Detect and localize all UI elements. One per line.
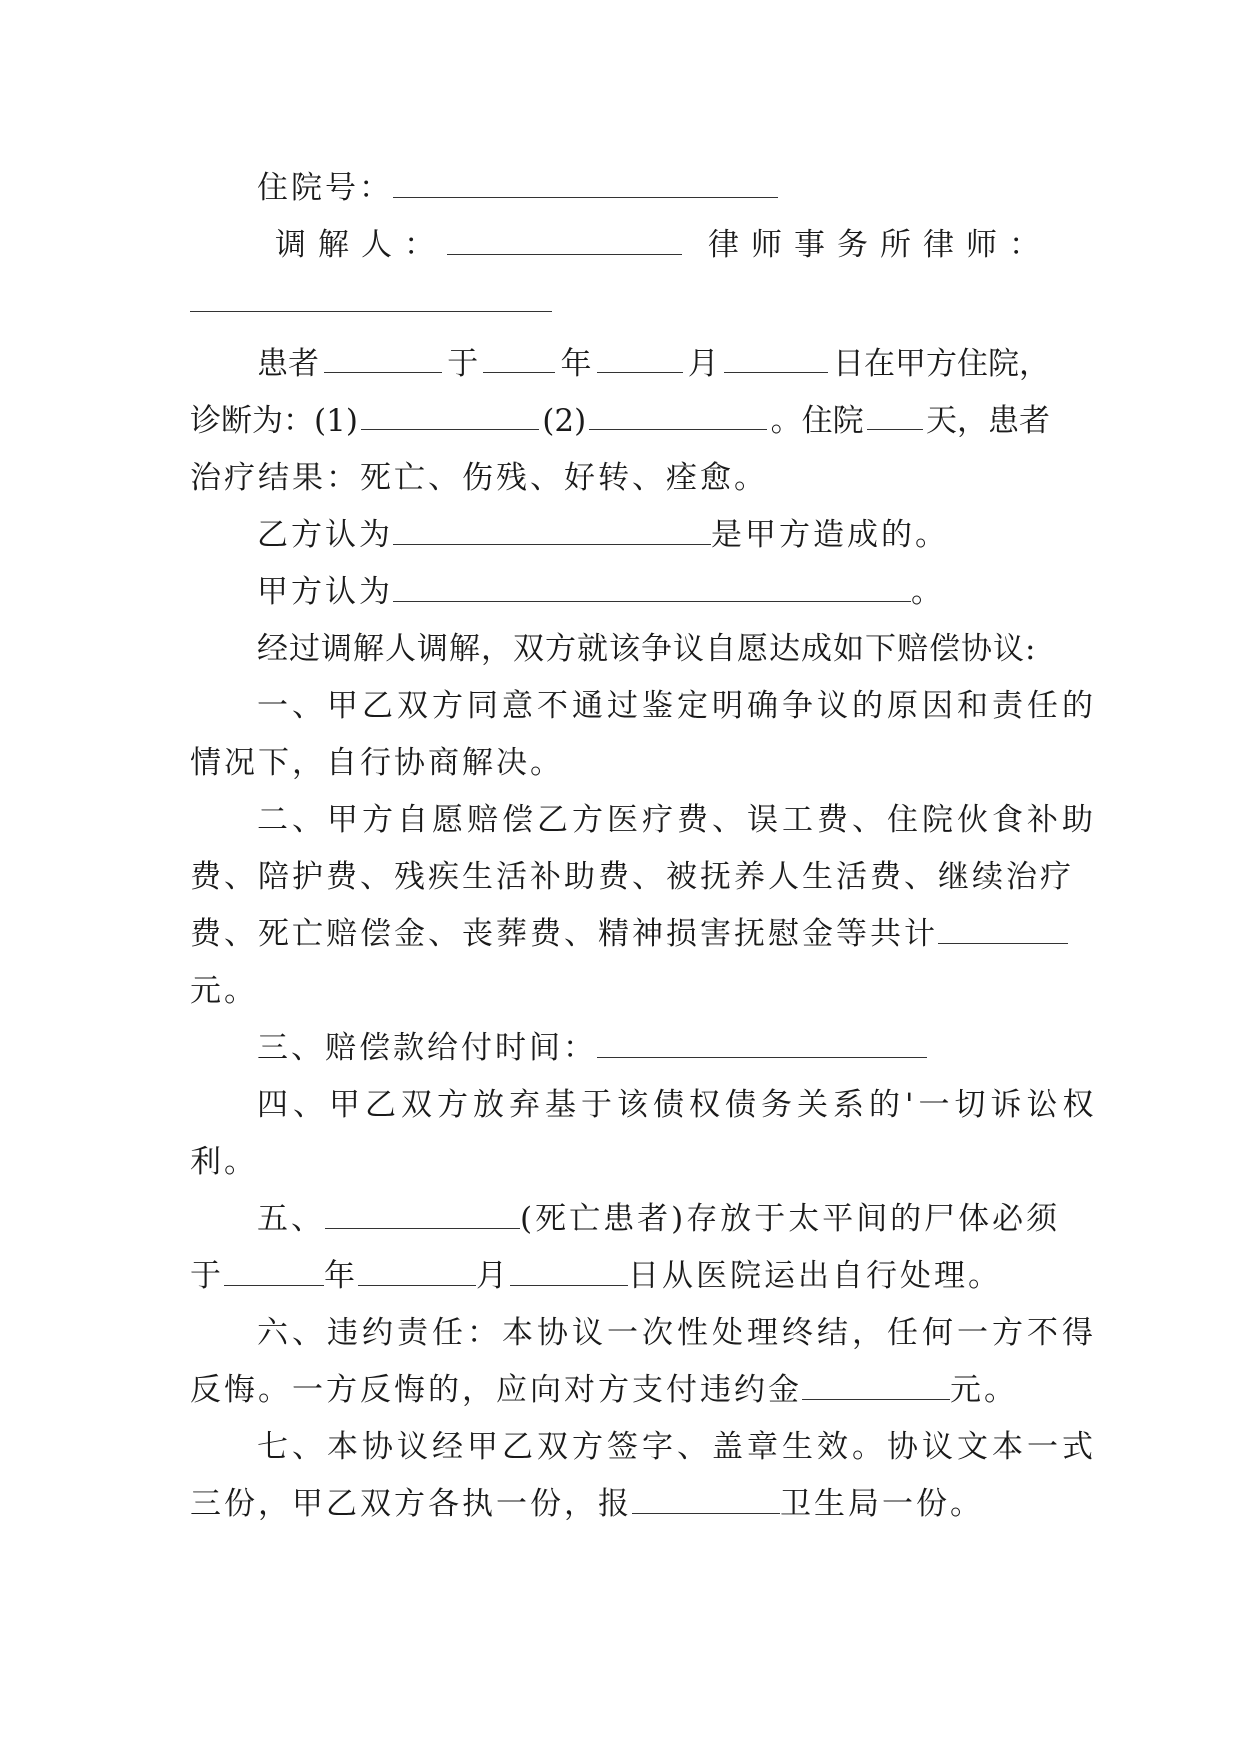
party-b-label: 乙方认为 [257,517,393,553]
diagnosis-2-label: (2) [542,403,587,439]
copies-label: 三份，甲乙双方各执一份，报 [190,1486,632,1522]
removal-year-blank[interactable] [224,1257,324,1286]
day-admitted-label: 日在甲方住院， [833,346,1050,382]
clause-2-line-3 [190,914,1050,954]
deceased-name-blank[interactable] [325,1200,520,1229]
removal-month-label: 月 [476,1258,510,1294]
patient-label: 患者 [257,346,319,382]
removal-year-label: 年 [324,1258,358,1294]
penalty-amount-blank[interactable] [802,1371,950,1400]
hospital-stay-label: 。住院 [770,403,864,439]
clause-4-line-1: 四、甲乙双方放弃基于该债权债务关系的'一切诉讼权 [257,1087,1099,1123]
clause-1-line-2: 情况下，自行协商解决。 [190,745,564,781]
clause-3-line [257,1028,1050,1068]
removal-day-blank[interactable] [510,1257,628,1286]
treatment-result-line: 治疗结果：死亡、伤残、好转、痊愈。 [190,460,768,496]
hospital-number-line [257,168,1050,208]
party-a-opinion-blank[interactable] [393,573,911,602]
payment-time-blank[interactable] [597,1029,927,1058]
hospital-number-blank[interactable] [393,169,778,198]
hospital-days-blank[interactable] [867,401,923,430]
clause-2-line-3-text: 费、死亡赔偿金、丧葬费、精神损害抚慰金等共计 [190,916,938,952]
mediation-intro-line: 经过调解人调解，双方就该争议自愿达成如下赔偿协议: [257,631,1037,667]
lawyer-blank[interactable] [190,311,552,312]
admission-year-blank[interactable] [483,344,555,373]
removal-day-text: 日从医院运出自行处理。 [628,1258,1002,1294]
penalty-unit: 元。 [950,1372,1018,1408]
party-b-suffix: 是甲方造成的。 [711,517,949,553]
clause-5-prefix: 五、 [257,1201,325,1237]
penalty-label: 反悔。一方反悔的，应向对方支付违约金 [190,1372,802,1408]
clause-6-line-2 [190,1370,1050,1410]
party-b-opinion-blank[interactable] [393,516,711,545]
clause-5-line-1 [257,1199,1061,1239]
clause-1-line-1: 一、甲乙双方同意不通过鉴定明确争议的原因和责任的 [257,688,1097,724]
clause-6-line-1: 六、违约责任：本协议一次性处理终结，任何一方不得 [257,1315,1097,1351]
compensation-amount-blank[interactable] [938,915,1068,944]
diagnosis-1-blank[interactable] [361,401,539,430]
clause-2-line-2: 费、陪护费、残疾生活补助费、被抚养人生活费、继续治疗 [190,859,1074,895]
diagnosis-line [190,401,1050,441]
admission-day-blank[interactable] [724,344,828,373]
diagnosis-2-blank[interactable] [589,401,767,430]
health-bureau-label: 卫生局一份。 [780,1486,984,1522]
year-label: 年 [560,346,592,382]
removal-month-blank[interactable] [358,1257,476,1286]
mediator-blank[interactable] [447,226,682,255]
party-b-opinion-line [257,515,1050,555]
party-a-suffix: 。 [911,574,945,610]
payment-time-label: 三、赔偿款给付时间： [257,1030,597,1066]
days-patient-label: 天，患者 [925,403,1050,439]
mediator-line [275,225,1050,265]
health-bureau-blank[interactable] [632,1485,780,1514]
on-label: 于 [447,346,479,382]
patient-name-blank[interactable] [324,344,442,373]
party-a-label: 甲方认为 [257,574,393,610]
diagnosis-label: 诊断为：(1) [190,403,358,439]
patient-admission-line [257,344,1050,384]
mediator-label: 调解人： [275,227,447,263]
clause-7-line-1: 七、本协议经甲乙双方签字、盖章生效。协议文本一式 [257,1429,1097,1465]
lawyer-label: 律师事务所律师： [708,227,1052,263]
clause-5-line-2 [190,1256,1050,1296]
admission-month-blank[interactable] [597,344,683,373]
clause-2-line-4: 元。 [190,973,258,1009]
clause-5-text: (死亡患者)存放于太平间的尸体必须 [520,1201,1061,1237]
removal-on-label: 于 [190,1258,224,1294]
clause-2-line-1: 二、甲方自愿赔偿乙方医疗费、误工费、住院伙食补助 [257,802,1097,838]
month-label: 月 [687,346,719,382]
clause-4-line-2: 利。 [190,1144,258,1180]
hospital-number-label: 住院号： [257,170,393,206]
clause-7-line-2 [190,1484,1050,1524]
party-a-opinion-line [257,572,1050,612]
